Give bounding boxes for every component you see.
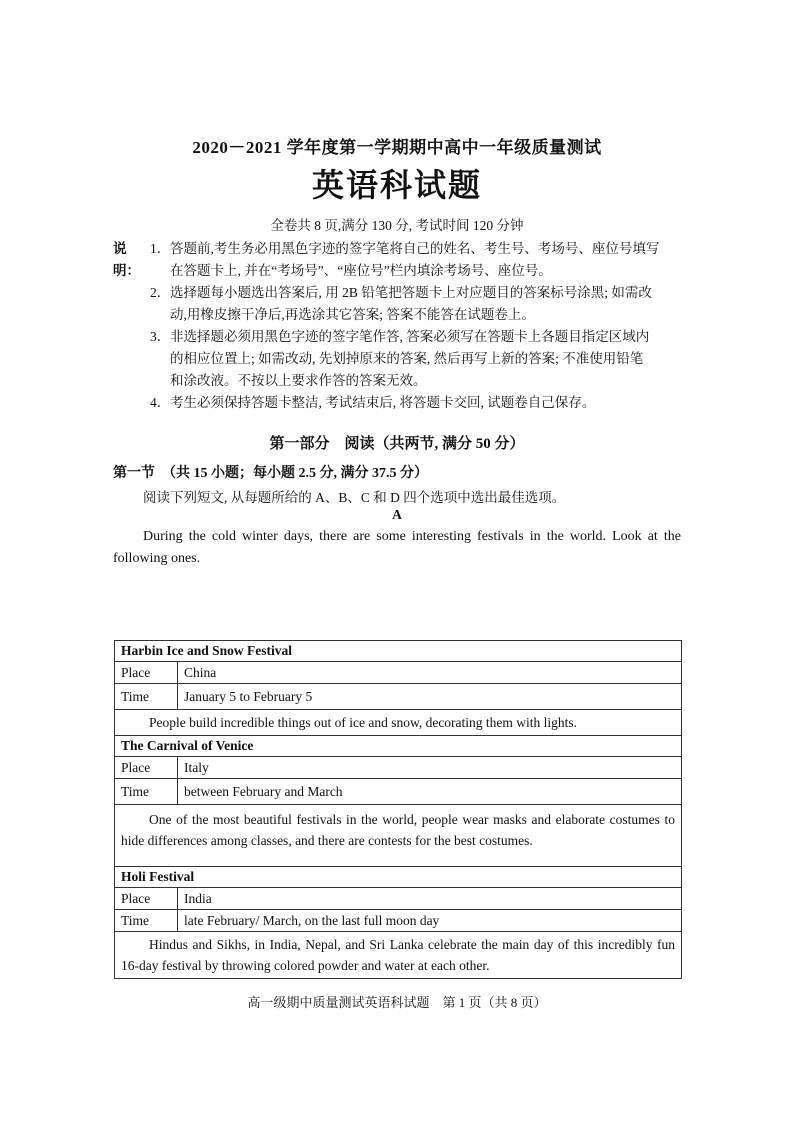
instruction-item-2 xyxy=(113,282,685,326)
instruction-text xyxy=(170,326,685,392)
instruction-line: 非选择题必须用黑色字迹的签字笔作答, 答案必须写在答题卡上各题目指定区域内 xyxy=(170,329,650,344)
festival-name-row xyxy=(115,867,682,888)
time-value: January 5 to February 5 xyxy=(178,684,682,710)
festival-description: One of the most beautiful festivals in the world, people wear masks and elaborate costumes to hide differences among classes, and there are contests for the best costumes. xyxy=(115,805,682,867)
festival-description: Hindus and Sikhs, in India, Nepal, and Sri Lanka celebrate the main day of this incredibly fun 16-day festival by throwing colored powder and water at each other. xyxy=(115,932,682,979)
place-label: Place xyxy=(115,757,178,779)
exam-title-line1: 2020－2021 学年度第一学期期中高中一年级质量测试 xyxy=(192,138,602,157)
festival-description-row xyxy=(115,805,682,867)
instruction-item-1 xyxy=(113,238,685,282)
festival-name-row xyxy=(115,641,682,662)
festival-name: Harbin Ice and Snow Festival xyxy=(115,641,682,662)
instruction-number: 2． xyxy=(150,285,171,300)
festival-time-row xyxy=(115,779,682,805)
instruction-line: 答题前,考生务必用黑色字迹的签字笔将自己的姓名、考生号、考场号、座位号填写 xyxy=(170,241,660,256)
instruction-line: 动,用橡皮擦干净后,再选涂其它答案; 答案不能答在试题卷上。 xyxy=(170,307,535,322)
page-footer: 高一级期中质量测试英语科试题 第 1 页（共 8 页） xyxy=(247,995,547,1010)
festival-description-row xyxy=(115,932,682,979)
section-title: 第一节 （共 15 小题；每小题 2.5 分, 满分 37.5 分） xyxy=(113,466,428,481)
instruction-text xyxy=(170,282,685,326)
instruction-line: 考生必须保持答题卡整洁, 考试结束后, 将答题卡交回, 试题卷自己保存。 xyxy=(170,395,596,410)
instruction-item-4 xyxy=(113,392,685,414)
instruction-number: 1． xyxy=(150,241,171,256)
place-value: India xyxy=(178,888,682,910)
instruction-number: 4． xyxy=(150,395,171,410)
festival-time-row xyxy=(115,910,682,932)
place-value: China xyxy=(178,662,682,684)
festival-name: Holi Festival xyxy=(115,867,682,888)
festival-description: People build incredible things out of ice and snow, decorating them with lights. xyxy=(115,710,682,736)
festival-time-row xyxy=(115,684,682,710)
part-title: 第一部分 阅读（共两节, 满分 50 分） xyxy=(269,436,525,452)
instruction-item-3 xyxy=(113,326,685,392)
instructions-block xyxy=(113,238,685,414)
place-value: Italy xyxy=(178,757,682,779)
reading-directions: 阅读下列短文, 从每题所给的 A、B、C 和 D 四个选项中选出最佳选项。 xyxy=(143,490,566,505)
time-label: Time xyxy=(115,684,178,710)
instruction-line: 的相应位置上; 如需改动, 先划掉原来的答案, 然后再写上新的答案; 不准使用铅笔 xyxy=(170,351,644,366)
instruction-line: 和涂改液。不按以上要求作答的答案无效。 xyxy=(170,373,427,388)
time-value: between February and March xyxy=(178,779,682,805)
instruction-line: 选择题每小题选出答案后, 用 2B 铅笔把答题卡上对应题目的答案标号涂黑; 如需改 xyxy=(170,285,652,300)
instruction-text xyxy=(170,238,685,282)
festival-name-row xyxy=(115,736,682,757)
festivals-table xyxy=(114,640,682,979)
place-label: Place xyxy=(115,662,178,684)
instructions-label: 说明： xyxy=(113,241,140,278)
time-label: Time xyxy=(115,910,178,932)
festival-place-row xyxy=(115,888,682,910)
time-label: Time xyxy=(115,779,178,805)
exam-subtitle: 全卷共 8 页,满分 130 分, 考试时间 120 分钟 xyxy=(270,218,524,233)
instruction-line: 在答题卡上, 并在“考场号”、“座位号”栏内填涂考场号、座位号。 xyxy=(170,263,552,278)
passage-intro: During the cold winter days, there are some interesting festivals in the world. Look at the following ones. xyxy=(113,529,681,566)
time-value: late February/ March, on the last full moon day xyxy=(178,910,682,932)
exam-title-line2: 英语科试题 xyxy=(311,167,482,203)
instruction-text xyxy=(170,392,685,414)
place-label: Place xyxy=(115,888,178,910)
festival-place-row xyxy=(115,757,682,779)
instruction-number: 3． xyxy=(150,329,171,344)
festival-name: The Carnival of Venice xyxy=(115,736,682,757)
festival-place-row xyxy=(115,662,682,684)
festival-description-row xyxy=(115,710,682,736)
passage-letter: A xyxy=(392,507,402,522)
